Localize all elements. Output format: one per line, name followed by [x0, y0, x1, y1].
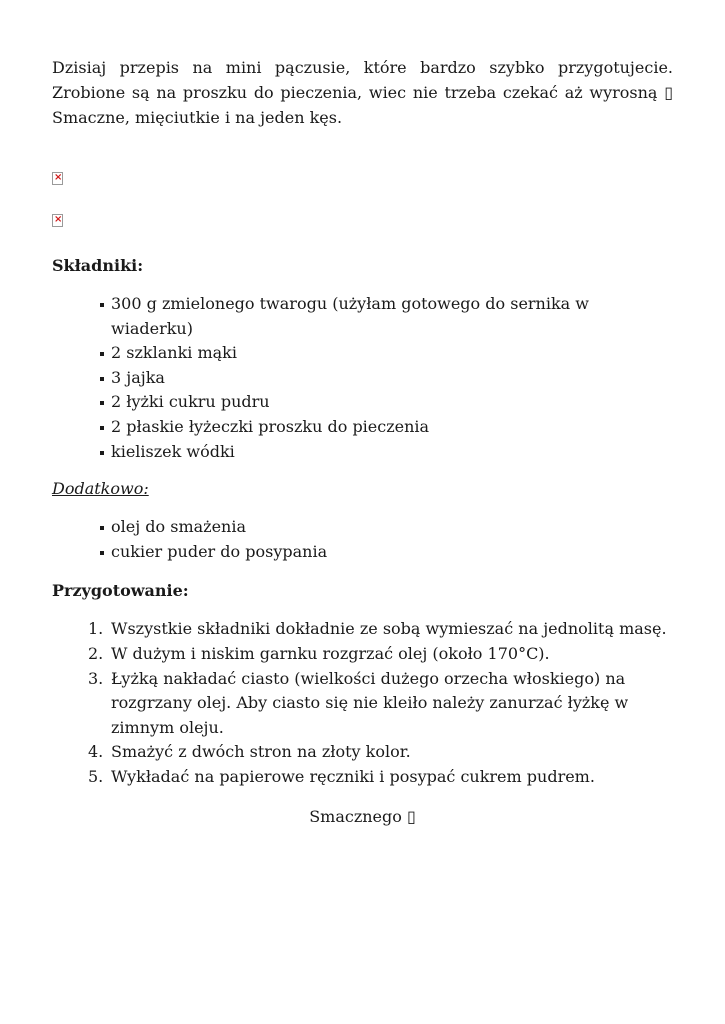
- ingredients-list: [52, 292, 673, 464]
- step-text: Łyżką nakładać ciasto (wielkości dużego orzecha włoskiego) na rozgrzany olej. Aby ciasto się nie kleiło należy zanurzać łyżkę w zimnym oleju.: [111, 668, 629, 737]
- step-number: 1.: [88, 619, 104, 639]
- list-item: 2 łyżki cukru pudru: [52, 390, 673, 415]
- intro-paragraph: Dzisiaj przepis na mini pączusie, które bardzo szybko przygotujecie. Zrobione są na proszku do pieczenia, wiec nie trzeba czekać aż wyrosną ▯ Smaczne, mięciutkie i na jeden kęs.: [52, 58, 673, 127]
- preparation-heading: Przygotowanie:: [52, 581, 189, 601]
- step-number: 4.: [88, 742, 104, 762]
- step-item: [52, 642, 673, 667]
- step-number: 5.: [88, 766, 104, 786]
- ingredients-heading: Składniki:: [52, 256, 144, 275]
- step-item: [52, 667, 673, 741]
- step-text: Wszystkie składniki dokładnie ze sobą wymieszać na jednolitą masę.: [111, 619, 667, 639]
- extras-list: [52, 515, 673, 564]
- broken-image-icon: [52, 172, 63, 185]
- step-number: 3.: [88, 668, 104, 688]
- step-text: W dużym i niskim garnku rozgrzać olej (około 170°C).: [111, 643, 550, 663]
- list-item: kieliszek wódki: [52, 440, 673, 465]
- step-item: [52, 740, 673, 765]
- step-item: [52, 617, 673, 642]
- preparation-steps: [52, 617, 673, 789]
- broken-image-icon: [52, 214, 63, 227]
- list-item: 2 płaskie łyżeczki proszku do pieczenia: [52, 415, 673, 440]
- list-item: olej do smażenia: [52, 515, 673, 540]
- step-text: Smażyć z dwóch stron na złoty kolor.: [111, 742, 411, 762]
- list-item: cukier puder do posypania: [52, 540, 673, 565]
- closing-text: Smacznego ▯: [309, 806, 416, 826]
- extras-heading: Dodatkowo:: [52, 479, 149, 499]
- step-text: Wykładać na papierowe ręczniki i posypać cukrem pudrem.: [111, 766, 595, 786]
- list-item: 3 jajka: [52, 366, 673, 391]
- recipe-document: [52, 55, 673, 829]
- list-item: 2 szklanki mąki: [52, 341, 673, 366]
- step-number: 2.: [88, 643, 104, 663]
- step-item: [52, 765, 673, 790]
- list-item: 300 g zmielonego twarogu (użyłam gotowego do sernika w wiaderku): [52, 292, 673, 341]
